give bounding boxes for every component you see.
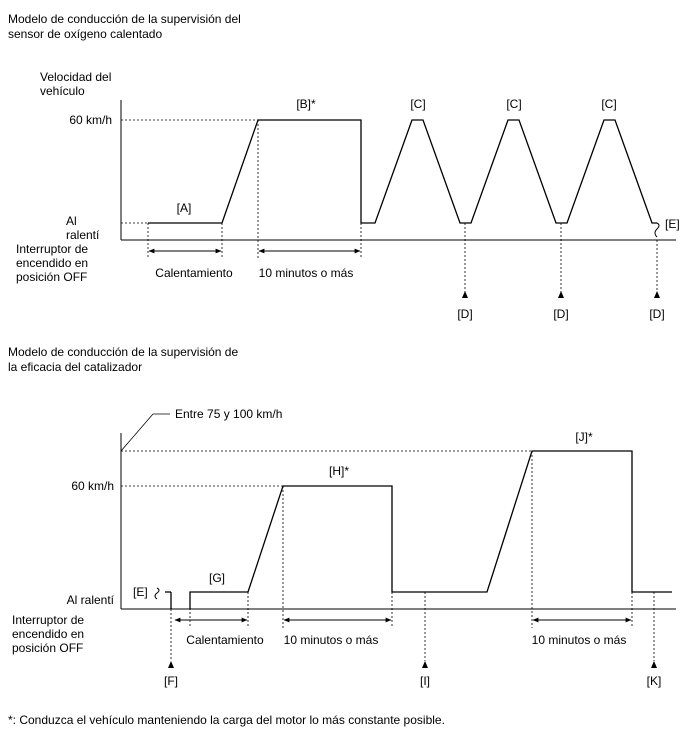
- catalyst-efficiency-pattern: [8, 345, 676, 688]
- top-ign-label-line1: Interruptor de: [16, 242, 89, 256]
- bottom-title-line1: Modelo de conducción de la supervisión de: [8, 345, 239, 359]
- top-speed-profile: [148, 120, 657, 223]
- bottom-label-F: [F]: [164, 674, 178, 688]
- top-D3-marker: [654, 291, 660, 298]
- top-D1-marker: [462, 291, 468, 298]
- o2-sensor-pattern: [8, 12, 680, 321]
- bottom-ignition-squiggle: [155, 588, 159, 599]
- top-label-A: [A]: [176, 201, 192, 215]
- bottom-range-leader: [121, 414, 153, 451]
- bottom-ign-label-line1: Interruptor de: [12, 613, 85, 627]
- bottom-label-H: [H]*: [328, 464, 350, 478]
- top-10min-label: 10 minutos o más: [258, 266, 354, 280]
- top-idle-label-line1: Al: [66, 214, 77, 228]
- top-label-D1: [D]: [457, 307, 473, 321]
- bottom-speed-profile: [190, 451, 672, 609]
- bottom-I-marker: [422, 661, 428, 668]
- top-label-D2: [D]: [553, 307, 569, 321]
- top-title-line2: sensor de oxígeno calentado: [8, 27, 163, 41]
- top-ign-label-line3: posición OFF: [16, 270, 88, 284]
- bottom-ign-label-line2: encendido en: [12, 627, 85, 641]
- bottom-K-marker: [651, 661, 657, 668]
- bottom-speed-60-label: 60 km/h: [71, 479, 114, 493]
- top-ylabel-line2: vehículo: [40, 84, 85, 98]
- top-label-D3: [D]: [649, 307, 665, 321]
- top-label-E: [E]: [665, 217, 680, 231]
- top-label-C1: [C]: [410, 97, 426, 111]
- top-label-B: [B]*: [296, 97, 316, 111]
- top-idle-label-line2: ralentí: [66, 228, 100, 242]
- bottom-F-marker: [168, 661, 174, 668]
- bottom-warmup-label: Calentamiento: [186, 633, 264, 647]
- top-title-line1: Modelo de conducción de la supervisión del: [8, 12, 241, 26]
- bottom-label-K: [K]: [646, 674, 662, 688]
- top-label-C3: [C]: [601, 97, 617, 111]
- top-ignition-off-squiggle: [655, 223, 659, 237]
- top-speed-60-label: 60 km/h: [69, 113, 112, 127]
- bottom-10min1-label: 10 minutos o más: [283, 633, 379, 647]
- top-ign-label-line2: encendido en: [16, 256, 89, 270]
- top-label-C2: [C]: [506, 97, 522, 111]
- bottom-label-G: [G]: [208, 571, 226, 585]
- top-ylabel-line1: Velocidad del: [40, 70, 112, 84]
- bottom-10min2-label: 10 minutos o más: [531, 633, 627, 647]
- bottom-label-J: [J]*: [575, 430, 593, 444]
- bottom-range-label: Entre 75 y 100 km/h: [175, 407, 283, 421]
- bottom-title-line2: la eficacia del catalizador: [8, 360, 143, 374]
- bottom-label-E: [E]: [133, 585, 148, 599]
- footnote: *: Conduzca el vehículo manteniendo la carga del motor lo más constante posible.: [8, 713, 445, 727]
- bottom-ign-label-line3: posición OFF: [12, 641, 84, 655]
- top-D2-marker: [558, 291, 564, 298]
- bottom-idle-label: Al ralentí: [66, 593, 114, 607]
- bottom-label-I: [I]: [419, 674, 431, 688]
- top-warmup-label: Calentamiento: [155, 266, 233, 280]
